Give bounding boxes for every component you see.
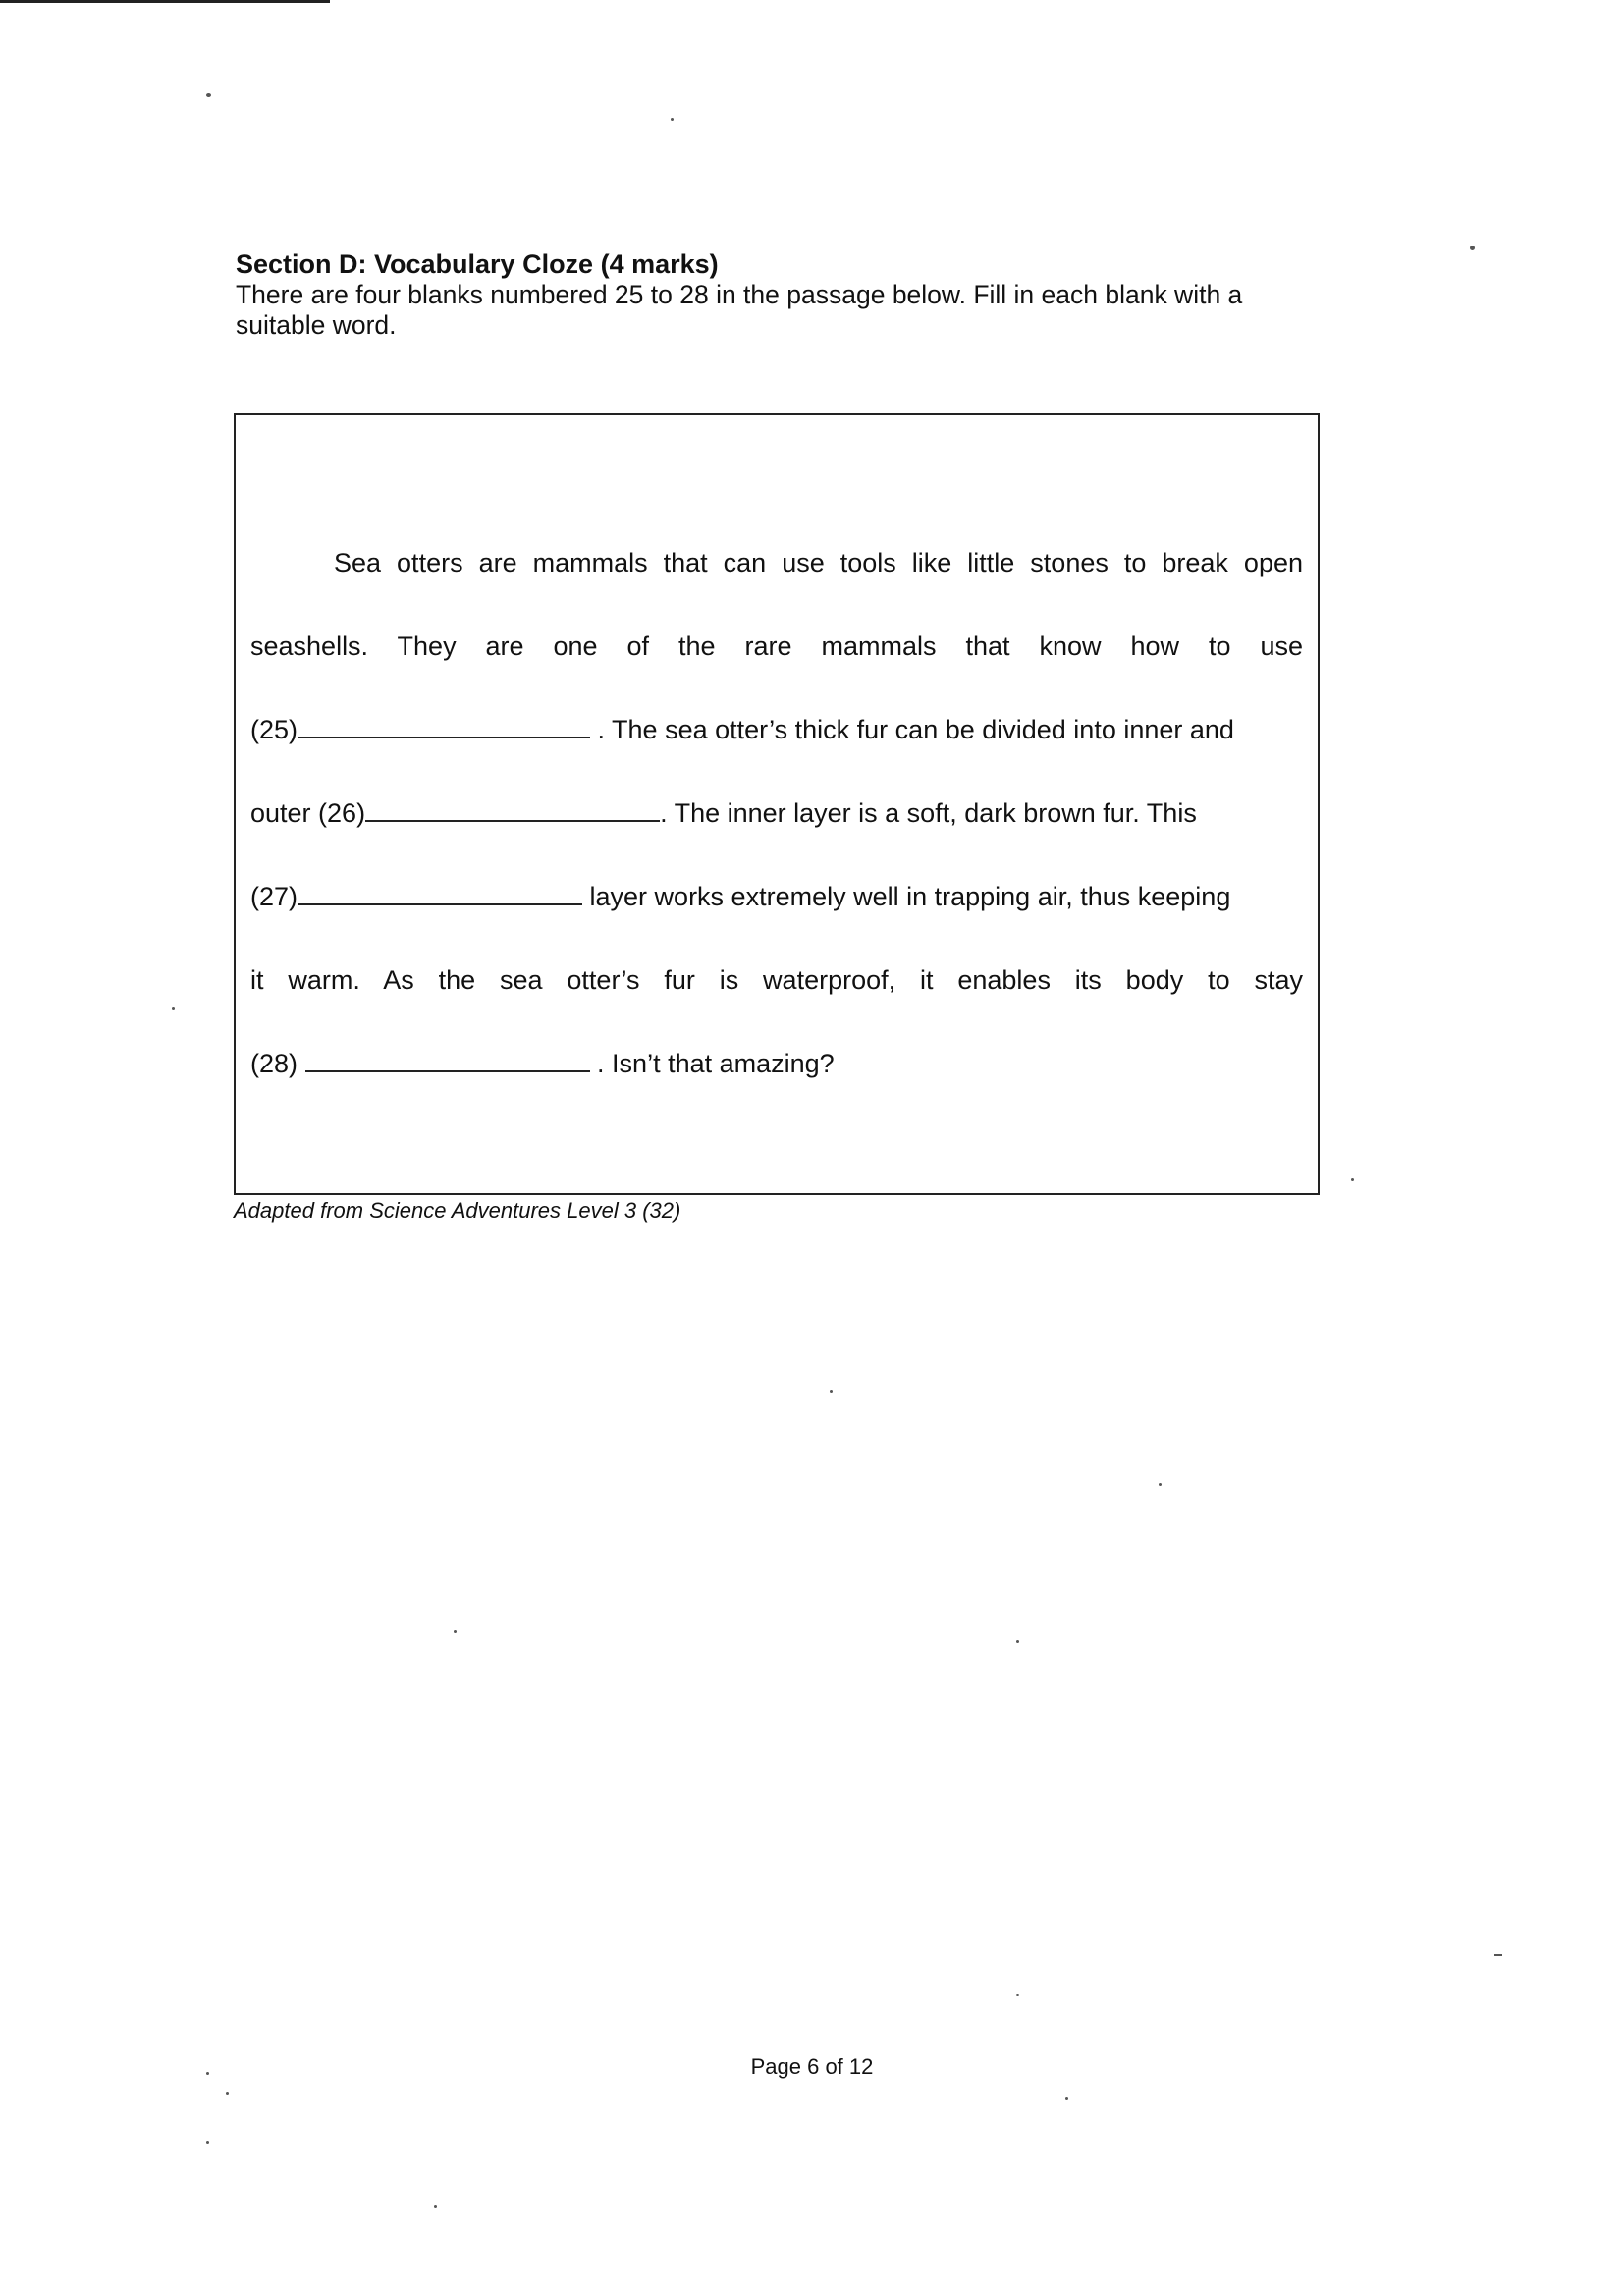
blank-27-label: (27): [250, 882, 298, 911]
section-title: Section D: Vocabulary Cloze (4 marks): [236, 249, 719, 279]
passage-line: [250, 772, 1303, 855]
blank-28[interactable]: [305, 1049, 590, 1072]
scan-speck: [226, 2092, 229, 2095]
scan-speck: [830, 1390, 833, 1393]
scan-speck: [172, 1007, 175, 1010]
cloze-passage: [250, 521, 1303, 1106]
section-instructions: There are four blanks numbered 25 to 28 in the passage below. Fill in each blank with a suitable word.: [236, 280, 1243, 340]
passage-text: . The sea otter’s thick fur can be divided into inner and: [597, 715, 1234, 744]
scan-speck: [1159, 1483, 1162, 1486]
scan-speck: [1016, 1640, 1019, 1643]
section-header: [236, 249, 1335, 341]
passage-line: [250, 855, 1303, 939]
blank-26[interactable]: [365, 798, 660, 822]
scan-speck: [454, 1630, 457, 1633]
scan-speck: [1494, 1954, 1502, 1956]
scan-speck: [1065, 2097, 1068, 2100]
scan-speck: [1470, 246, 1475, 250]
passage-line: [250, 1022, 1303, 1106]
passage-box: [234, 413, 1320, 1195]
blank-25-label: (25): [250, 715, 298, 744]
blank-26-label: outer (26): [250, 798, 366, 828]
scan-speck: [206, 2141, 209, 2144]
top-rule: [0, 0, 330, 3]
source-citation: Adapted from Science Adventures Level 3 (32): [234, 1198, 681, 1223]
scan-speck: [1351, 1178, 1354, 1181]
scan-speck: [434, 2205, 437, 2208]
passage-line: Sea otters are mammals that can use tools like little stones to break open: [334, 548, 1303, 577]
passage-line: [250, 688, 1303, 772]
scan-speck: [206, 93, 211, 97]
passage-line: it warm. As the sea otter’s fur is waterproof, it enables its body to stay: [250, 965, 1303, 995]
blank-25[interactable]: [298, 715, 590, 738]
passage-text: layer works extremely well in trapping air, thus keeping: [589, 882, 1231, 911]
blank-28-label: (28): [250, 1049, 298, 1078]
page-number: Page 6 of 12: [750, 2054, 874, 2079]
scan-speck: [1016, 1994, 1019, 1996]
blank-27[interactable]: [298, 882, 582, 905]
passage-text: . The inner layer is a soft, dark brown fur. This: [660, 798, 1197, 828]
passage-line: seashells. They are one of the rare mammals that know how to use: [250, 631, 1303, 661]
passage-text: . Isn’t that amazing?: [597, 1049, 835, 1078]
scan-speck: [671, 118, 674, 121]
